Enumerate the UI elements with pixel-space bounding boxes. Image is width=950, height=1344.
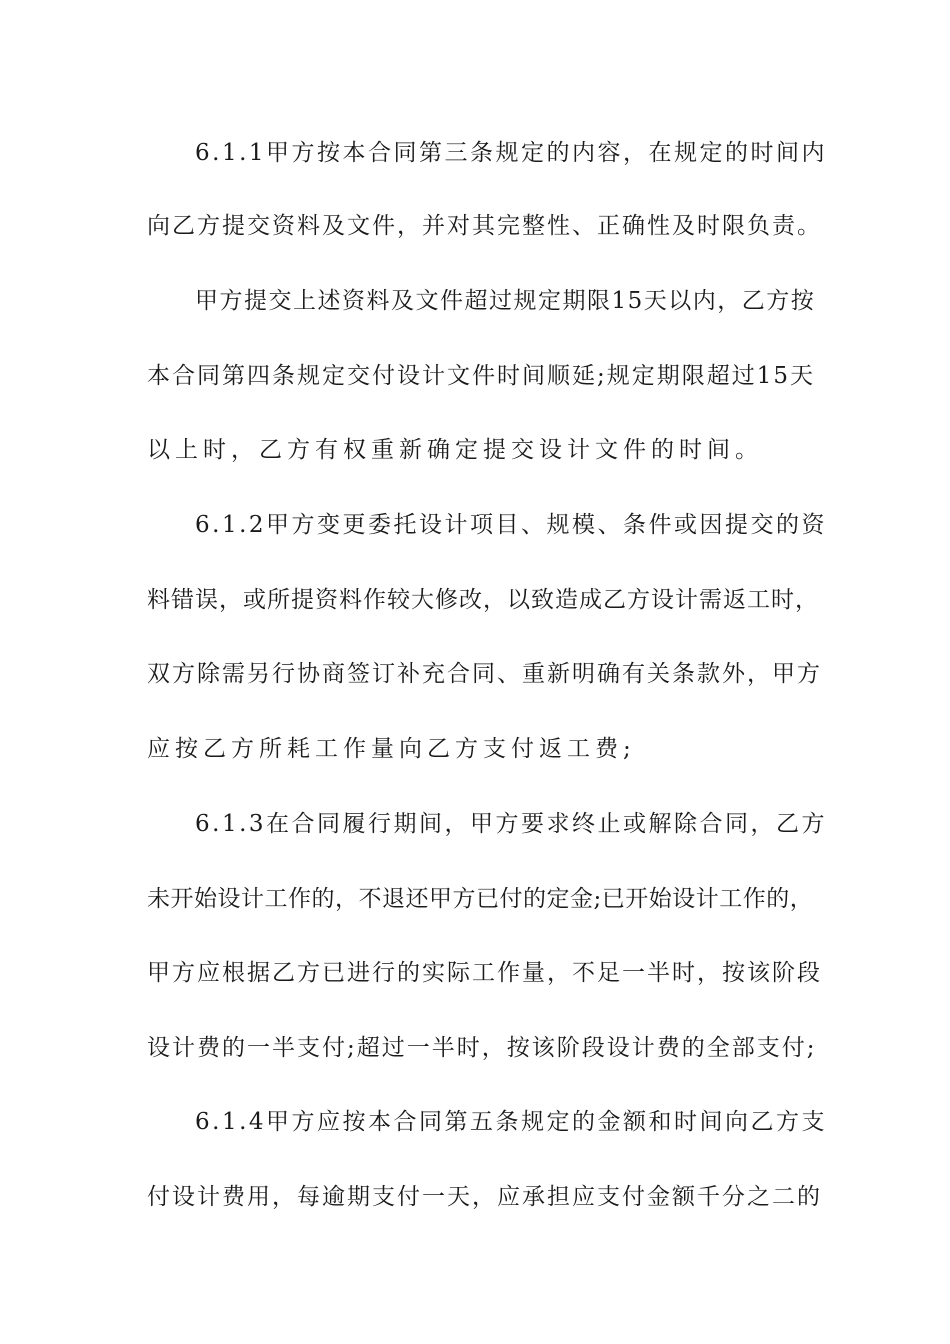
paragraph-6-1-2-line-2: 料错误，或所提资料作较大修改，以致造成乙方设计需返工时， [147, 587, 819, 613]
paragraph-6-1-1-line-2: 向乙方提交资料及文件，并对其完整性、正确性及时限负责。 [147, 213, 822, 239]
paragraph-6-1-4-line-2: 付设计费用，每逾期支付一天，应承担应支付金额千分之二的 [147, 1184, 822, 1210]
paragraph-6-1-3-line-2: 未开始设计工作的，不退还甲方已付的定金;已开始设计工作的， [147, 886, 814, 912]
paragraph-6-1-3-line-4: 设计费的一半支付;超过一半时，按该阶段设计费的全部支付; [147, 1035, 817, 1061]
paragraph-6-1-2-line-1: 6.1.2甲方变更委托设计项目、规模、条件或因提交的资 [195, 512, 828, 538]
paragraph-6-1-3-line-3: 甲方应根据乙方已进行的实际工作量，不足一半时，按该阶段 [147, 960, 822, 986]
paragraph-6-1-2-line-3: 双方除需另行协商签订补充合同、重新明确有关条款外，甲方 [147, 661, 822, 687]
paragraph-6-1-4-line-1: 6.1.4甲方应按本合同第五条规定的金额和时间向乙方支 [195, 1109, 828, 1135]
paragraph-6-1-2-line-4: 应按乙方所耗工作量向乙方支付返工费; [147, 736, 636, 762]
paragraph-delay-line-1: 甲方提交上述资料及文件超过规定期限15天以内，乙方按 [195, 288, 816, 314]
paragraph-6-1-3-line-1: 6.1.3在合同履行期间，甲方要求终止或解除合同，乙方 [195, 811, 828, 837]
paragraph-delay-line-2: 本合同第四条规定交付设计文件时间顺延;规定期限超过15天 [147, 363, 816, 389]
paragraph-delay-line-3: 以上时，乙方有权重新确定提交设计文件的时间。 [147, 437, 763, 463]
paragraph-6-1-1-line-1: 6.1.1甲方按本合同第三条规定的内容，在规定的时间内 [195, 140, 828, 166]
